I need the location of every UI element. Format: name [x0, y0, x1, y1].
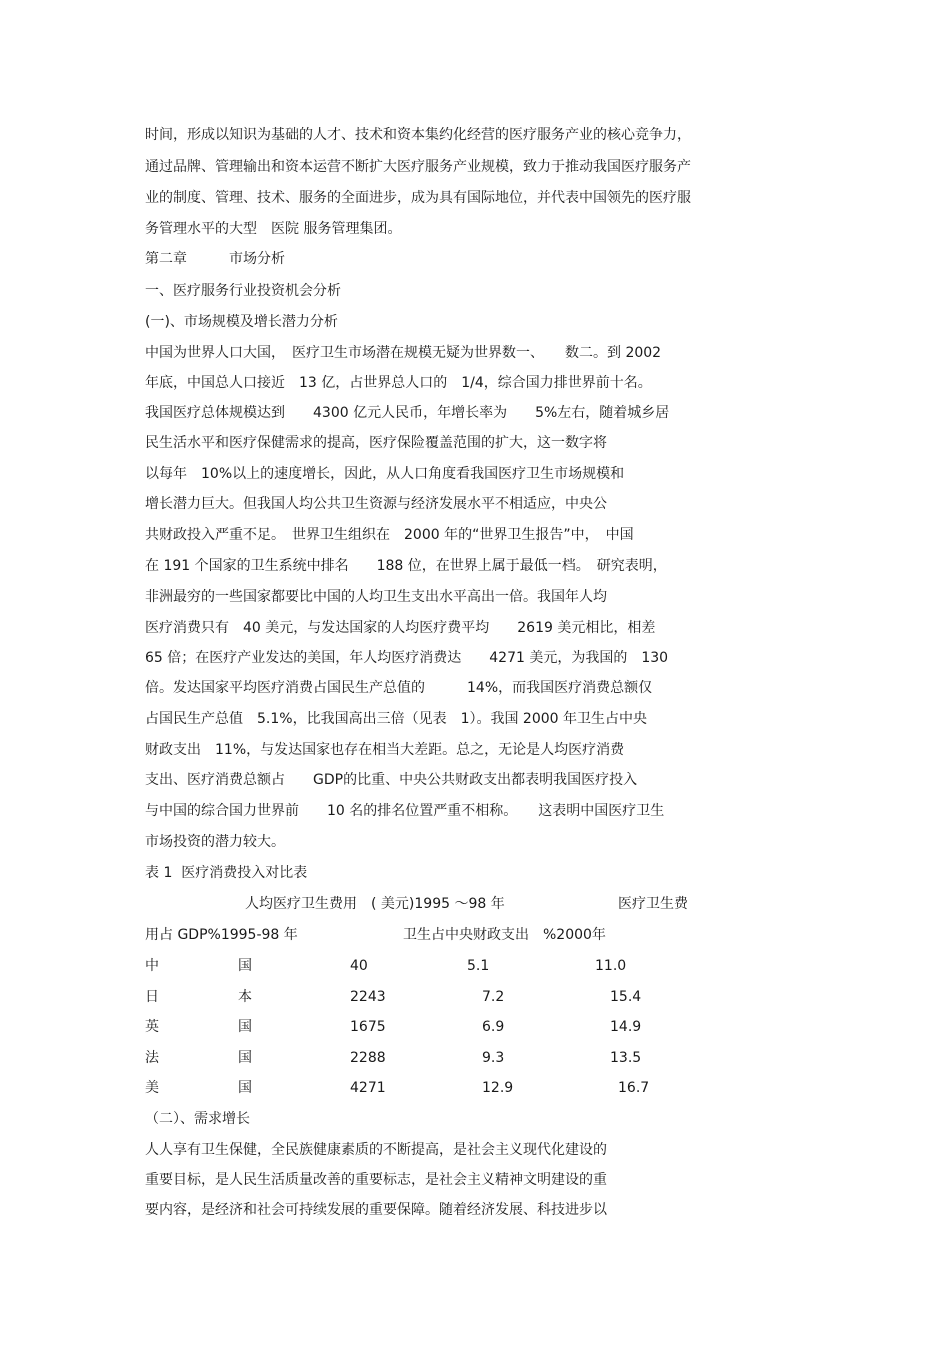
paragraph-line: 重要目标，是人民生活质量改善的重要标志，是社会主义精神文明建设的重: [145, 1172, 607, 1188]
table-cell-per-capita: 2288: [350, 1050, 386, 1066]
paragraph-line: 务管理水平的大型 医院 服务管理集团。: [145, 221, 402, 237]
paragraph-line: 倍。发达国家平均医疗消费占国民生产总值的 14%，而我国医疗消费总额仅: [145, 680, 653, 696]
paragraph-line: 年底，中国总人口接近 13 亿，占世界总人口的 1/4，综合国力排世界前十名。: [145, 375, 652, 391]
table-cell-gdp-share: 9.3: [482, 1050, 505, 1066]
paragraph-line: 财政支出 11%，与发达国家也存在相当大差距。总之，无论是人均医疗消费: [145, 742, 625, 758]
table-header: 用占 GDP%1995-98 年: [145, 927, 298, 943]
table-cell-per-capita: 1675: [350, 1019, 386, 1035]
paragraph-line: 民生活水平和医疗保健需求的提高，医疗保险覆盖范围的扩大，这一数字将: [145, 435, 607, 451]
paragraph-line: 65 倍；在医疗产业发达的美国，年人均医疗消费达 4271 美元，为我国的 130: [145, 650, 669, 666]
table-cell-country-1: 美: [145, 1080, 159, 1096]
paragraph-line: 我国医疗总体规模达到 4300 亿元人民币，年增长率为 5%左右，随着城乡居: [145, 405, 670, 421]
chapter-heading: 第二章 市场分析: [145, 251, 285, 267]
subsection-heading: （二）、需求增长: [145, 1111, 250, 1127]
table-cell-country-1: 日: [145, 989, 159, 1005]
paragraph-line: 要内容，是经济和社会可持续发展的重要保障。随着经济发展、科技进步以: [145, 1202, 607, 1218]
paragraph-line: 时间，形成以知识为基础的人才、技术和资本集约化经营的医疗服务产业的核心竞争力，: [145, 127, 691, 143]
table-cell-per-capita: 40: [350, 958, 368, 974]
paragraph-line: 支出、医疗消费总额占 GDP的比重、中央公共财政支出都表明我国医疗投入: [145, 772, 638, 788]
paragraph-line: 业的制度、管理、技术、服务的全面进步，成为具有国际地位，并代表中国领先的医疗服: [145, 190, 691, 206]
table-cell-gdp-share: 6.9: [482, 1019, 505, 1035]
paragraph-line: 市场投资的潜力较大。: [145, 834, 285, 850]
table-cell-country-2: 国: [238, 958, 252, 974]
table-header: 卫生占中央财政支出 %2000年: [403, 927, 606, 943]
section-heading: 一、医疗服务行业投资机会分析: [145, 283, 341, 299]
paragraph-line: 医疗消费只有 40 美元，与发达国家的人均医疗费平均 2619 美元相比，相差: [145, 620, 656, 636]
table-cell-fiscal-share: 13.5: [610, 1050, 642, 1066]
table-cell-country-2: 国: [238, 1019, 252, 1035]
paragraph-line: 增长潜力巨大。但我国人均公共卫生资源与经济发展水平不相适应，中央公: [145, 496, 607, 512]
paragraph-line: 人人享有卫生保健，全民族健康素质的不断提高，是社会主义现代化建设的: [145, 1142, 607, 1158]
table-cell-country-2: 国: [238, 1050, 252, 1066]
table-cell-country-1: 英: [145, 1019, 159, 1035]
paragraph-line: 以每年 10%以上的速度增长，因此，从人口角度看我国医疗卫生市场规模和: [145, 466, 625, 482]
table-header: 人均医疗卫生费用 ( 美元)1995 ～98 年: [245, 896, 505, 912]
paragraph-line: 中国为世界人口大国， 医疗卫生市场潜在规模无疑为世界数一、 数二。到 2002: [145, 345, 662, 361]
table-cell-per-capita: 4271: [350, 1080, 386, 1096]
table-cell-country-1: 中: [145, 958, 159, 974]
paragraph-line: 通过品牌、管理输出和资本运营不断扩大医疗服务产业规模，致力于推动我国医疗服务产: [145, 159, 691, 175]
table-cell-country-2: 国: [238, 1080, 252, 1096]
table-cell-per-capita: 2243: [350, 989, 386, 1005]
table-cell-fiscal-share: 16.7: [618, 1080, 650, 1096]
table-cell-fiscal-share: 15.4: [610, 989, 642, 1005]
table-cell-gdp-share: 5.1: [467, 958, 490, 974]
paragraph-line: 共财政投入严重不足。 世界卫生组织在 2000 年的“世界卫生报告”中， 中国: [145, 527, 634, 543]
paragraph-line: 与中国的综合国力世界前 10 名的排名位置严重不相称。 这表明中国医疗卫生: [145, 803, 665, 819]
paragraph-line: 在 191 个国家的卫生系统中排名 188 位，在世界上属于最低一档。 研究表明，: [145, 558, 667, 574]
paragraph-line: 占国民生产总值 5.1%，比我国高出三倍（见表 1）。我国 2000 年卫生占中央: [145, 711, 648, 727]
subsection-heading: (一)、市场规模及增长潜力分析: [145, 314, 338, 330]
table-cell-gdp-share: 7.2: [482, 989, 505, 1005]
table-cell-country-2: 本: [238, 989, 252, 1005]
table-cell-country-1: 法: [145, 1050, 159, 1066]
table-cell-fiscal-share: 14.9: [610, 1019, 642, 1035]
table-header: 医疗卫生费: [618, 896, 688, 912]
paragraph-line: 非洲最穷的一些国家都要比中国的人均卫生支出水平高出一倍。我国年人均: [145, 589, 607, 605]
table-cell-fiscal-share: 11.0: [595, 958, 627, 974]
table-cell-gdp-share: 12.9: [482, 1080, 514, 1096]
table-caption: 表 1 医疗消费投入对比表: [145, 865, 308, 881]
